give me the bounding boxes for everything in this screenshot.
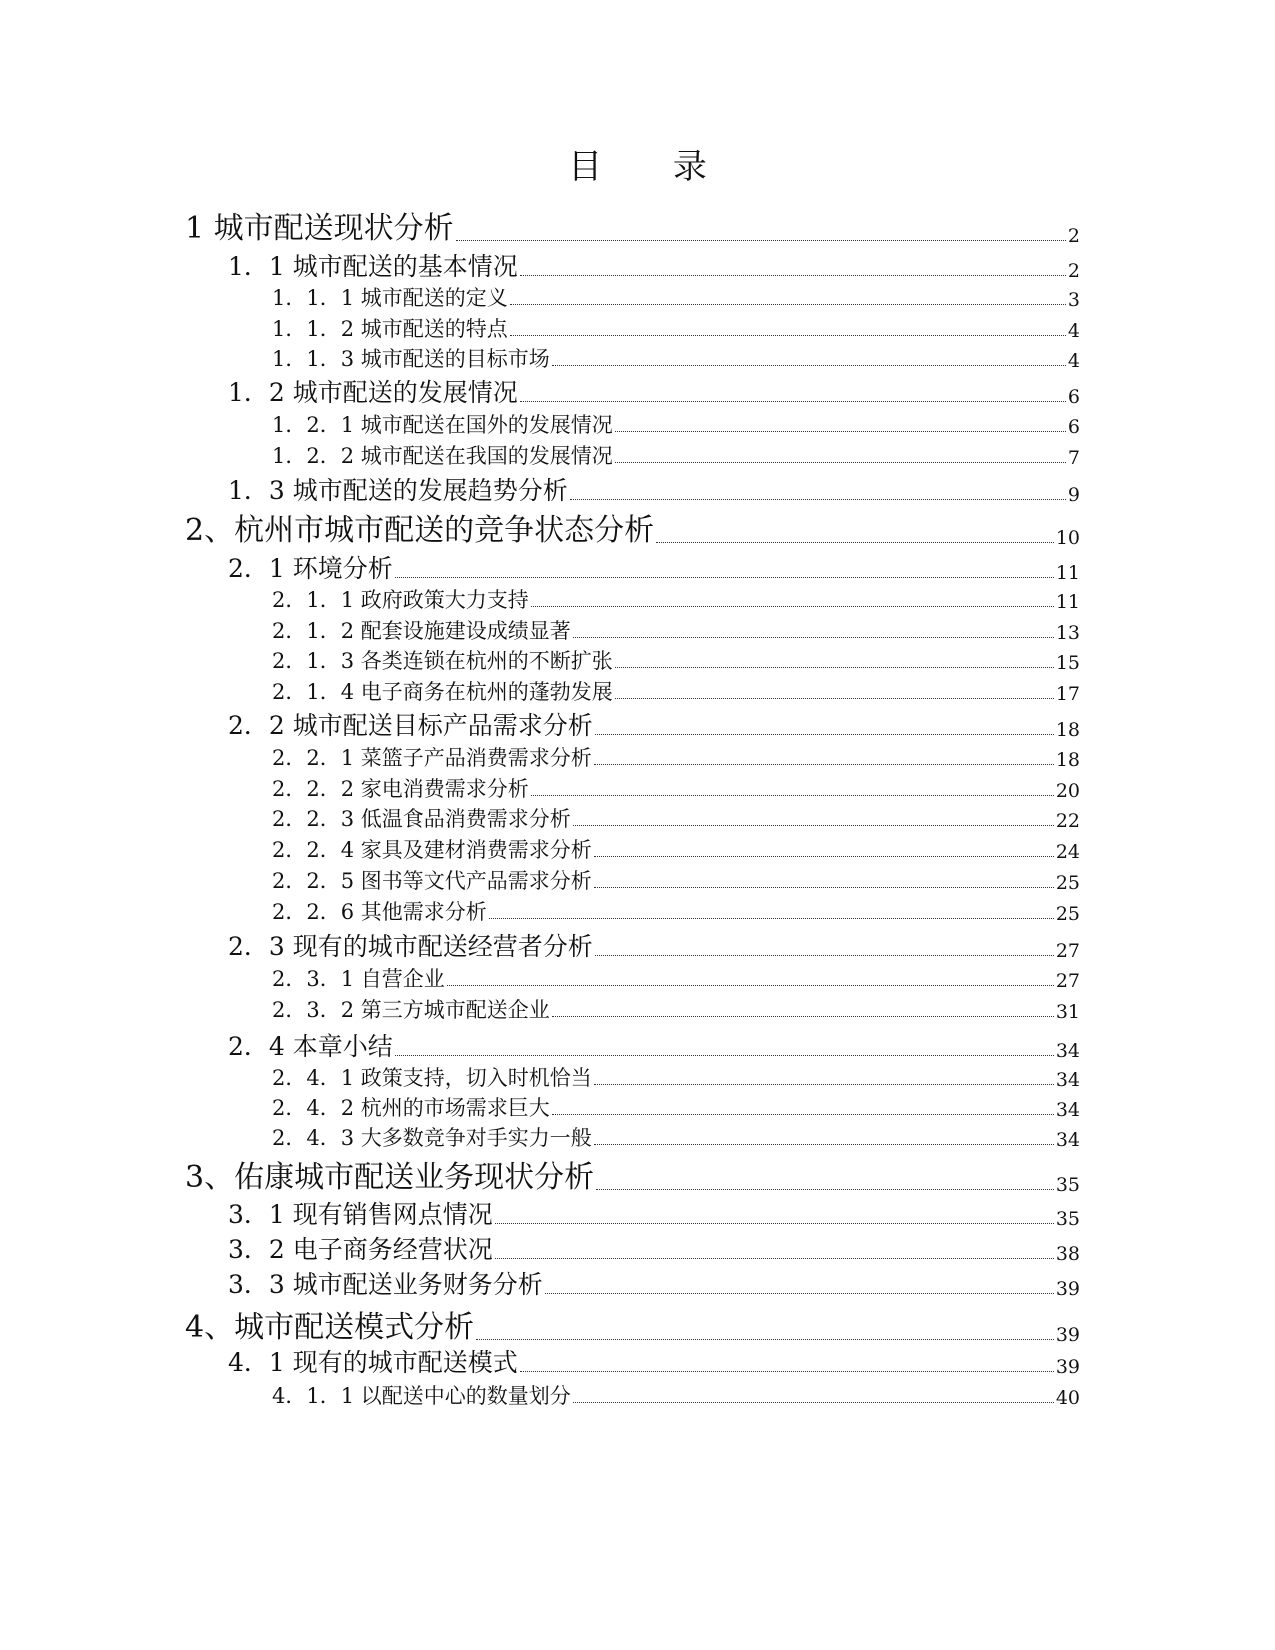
toc-dot-leader: [552, 1016, 1054, 1017]
toc-entry-page-number: 25: [1055, 872, 1080, 894]
toc-entry[interactable]: [272, 1383, 1080, 1409]
toc-dot-leader: [594, 887, 1054, 888]
toc-dot-leader: [594, 764, 1054, 765]
toc-dot-leader: [615, 698, 1054, 699]
toc-entry-page-number: 27: [1055, 970, 1080, 992]
toc-entry-label: 1．1．3 城市配送的目标市场: [272, 347, 550, 371]
toc-entry[interactable]: [228, 1270, 1080, 1300]
toc-entry[interactable]: [185, 513, 1080, 549]
toc-entry-label: 2．4 本章小结: [228, 1032, 393, 1061]
toc-dot-leader: [510, 335, 1066, 336]
toc-entry-page-number: 27: [1055, 940, 1080, 962]
toc-dot-leader: [615, 462, 1066, 463]
toc-entry[interactable]: [228, 1235, 1080, 1265]
toc-entry[interactable]: [272, 443, 1080, 469]
toc-entry-label: 2．2．3 低温食品消费需求分析: [272, 807, 571, 831]
toc-entry[interactable]: [185, 1310, 1080, 1346]
toc-dot-leader: [545, 1293, 1054, 1294]
toc-dot-leader: [595, 734, 1054, 735]
toc-dot-leader: [531, 606, 1054, 607]
toc-dot-leader: [456, 240, 1066, 241]
toc-entry-label: 2．2 城市配送目标产品需求分析: [228, 711, 593, 740]
toc-dot-leader: [573, 1402, 1054, 1403]
toc-entry-page-number: 2: [1067, 225, 1080, 247]
toc-entry-label: 2．3．2 第三方城市配送企业: [272, 998, 550, 1022]
toc-entry[interactable]: [272, 1095, 1080, 1121]
toc-entry[interactable]: [272, 997, 1080, 1023]
toc-entry-label: 2．4．2 杭州的市场需求巨大: [272, 1096, 550, 1120]
toc-entry-page-number: 34: [1055, 1040, 1080, 1062]
toc-entry[interactable]: [228, 476, 1080, 506]
toc-entry-label: 2、杭州市城市配送的竞争状态分析: [185, 513, 655, 548]
toc-dot-leader: [520, 401, 1066, 402]
toc-entry[interactable]: [272, 346, 1080, 372]
toc-entry[interactable]: [228, 378, 1080, 408]
toc-entry[interactable]: [228, 554, 1080, 584]
toc-dot-leader: [531, 795, 1054, 796]
toc-entry[interactable]: [185, 1160, 1080, 1196]
toc-dot-leader: [594, 1144, 1054, 1145]
toc-entry-page-number: 34: [1055, 1129, 1080, 1151]
toc-entry-label: 2．4．3 大多数竞争对手实力一般: [272, 1126, 592, 1150]
toc-entry-label: 2．1．4 电子商务在杭州的蓬勃发展: [272, 680, 613, 704]
toc-entry[interactable]: [272, 806, 1080, 832]
toc-dot-leader: [476, 1339, 1054, 1340]
toc-dot-leader: [510, 304, 1066, 305]
toc-dot-leader: [489, 918, 1054, 919]
toc-entry-page-number: 34: [1055, 1069, 1080, 1091]
toc-dot-leader: [570, 499, 1066, 500]
toc-entry-page-number: 39: [1055, 1324, 1080, 1346]
toc-dot-leader: [395, 577, 1054, 578]
toc-entry-page-number: 4: [1067, 320, 1080, 342]
toc-dot-leader: [656, 542, 1054, 543]
toc-entry-page-number: 39: [1055, 1356, 1080, 1378]
toc-entry-label: 2．3 现有的城市配送经营者分析: [228, 932, 593, 961]
toc-entry-page-number: 17: [1055, 683, 1080, 705]
toc-entry-label: 4．1．1 以配送中心的数量划分: [272, 1384, 571, 1408]
toc-entry-page-number: 18: [1055, 749, 1080, 771]
toc-entry-page-number: 34: [1055, 1099, 1080, 1121]
toc-entry[interactable]: [272, 745, 1080, 771]
toc-entry-page-number: 6: [1067, 386, 1080, 408]
toc-entry[interactable]: [228, 932, 1080, 962]
toc-entry[interactable]: [272, 837, 1080, 863]
toc-entry[interactable]: [228, 711, 1080, 741]
toc-entry-label: 3．2 电子商务经营状况: [228, 1235, 493, 1264]
toc-entry-page-number: 18: [1055, 719, 1080, 741]
toc-entry-label: 2．1．2 配套设施建设成绩显著: [272, 619, 571, 643]
toc-dot-leader: [596, 1189, 1054, 1190]
toc-dot-leader: [447, 985, 1054, 986]
toc-entry-page-number: 13: [1055, 622, 1080, 644]
toc-entry[interactable]: [272, 966, 1080, 992]
toc-entry-label: 2．4．1 政策支持，切入时机恰当: [272, 1066, 592, 1090]
toc-entry-page-number: 31: [1055, 1001, 1080, 1023]
toc-entry-page-number: 24: [1055, 841, 1080, 863]
toc-entry-page-number: 10: [1055, 527, 1080, 549]
toc-entry-label: 1．1 城市配送的基本情况: [228, 252, 518, 281]
toc-entry-label: 2．3．1 自营企业: [272, 967, 445, 991]
toc-entry[interactable]: [272, 285, 1080, 311]
toc-entry-label: 4、城市配送模式分析: [185, 1310, 475, 1345]
toc-title: 目 录: [568, 147, 737, 187]
toc-entry-label: 1．2．1 城市配送在国外的发展情况: [272, 413, 613, 437]
toc-entry[interactable]: [272, 412, 1080, 438]
toc-entry-label: 2．1．1 政府政策大力支持: [272, 588, 529, 612]
toc-entry-label: 3．1 现有销售网点情况: [228, 1200, 493, 1229]
toc-entry-page-number: 2: [1067, 260, 1080, 282]
toc-entry-page-number: 25: [1055, 903, 1080, 925]
toc-entry-page-number: 20: [1055, 780, 1080, 802]
toc-dot-leader: [595, 955, 1054, 956]
toc-entry[interactable]: [272, 618, 1080, 644]
toc-entry-label: 1．1．2 城市配送的特点: [272, 317, 508, 341]
toc-entry[interactable]: [272, 316, 1080, 342]
toc-dot-leader: [573, 825, 1054, 826]
toc-dot-leader: [520, 275, 1066, 276]
toc-entry-label: 2．2．6 其他需求分析: [272, 900, 487, 924]
toc-dot-leader: [573, 637, 1054, 638]
toc-entry-page-number: 15: [1055, 652, 1080, 674]
toc-dot-leader: [594, 856, 1054, 857]
toc-entry-label: 1．3 城市配送的发展趋势分析: [228, 476, 568, 505]
toc-entry-page-number: 22: [1055, 810, 1080, 832]
toc-entry-label: 1．1．1 城市配送的定义: [272, 286, 508, 310]
toc-entry-page-number: 3: [1067, 289, 1080, 311]
toc-dot-leader: [495, 1223, 1054, 1224]
toc-entry[interactable]: [228, 252, 1080, 282]
toc-entry[interactable]: [228, 1348, 1080, 1378]
toc-entry-page-number: 39: [1055, 1278, 1080, 1300]
toc-entry[interactable]: [185, 211, 1080, 247]
toc-entry[interactable]: [272, 776, 1080, 802]
toc-entry[interactable]: [272, 1125, 1080, 1151]
toc-entry-label: 1 城市配送现状分析: [185, 211, 454, 246]
toc-entry-label: 2．2．2 家电消费需求分析: [272, 777, 529, 801]
toc-entry-label: 2．1．3 各类连锁在杭州的不断扩张: [272, 649, 613, 673]
toc-entry-page-number: 9: [1067, 484, 1080, 506]
toc-dot-leader: [520, 1371, 1054, 1372]
toc-entry-page-number: 35: [1055, 1174, 1080, 1196]
toc-entry-page-number: 40: [1055, 1387, 1080, 1409]
toc-entry-page-number: 35: [1055, 1208, 1080, 1230]
toc-dot-leader: [594, 1084, 1054, 1085]
toc-entry-label: 2．1 环境分析: [228, 554, 393, 583]
toc-entry[interactable]: [228, 1200, 1080, 1230]
toc-entry-label: 3．3 城市配送业务财务分析: [228, 1270, 543, 1299]
toc-dot-leader: [615, 667, 1054, 668]
toc-entry[interactable]: [272, 679, 1080, 705]
toc-entry-label: 1．2．2 城市配送在我国的发展情况: [272, 444, 613, 468]
toc-dot-leader: [552, 1114, 1054, 1115]
toc-entry-page-number: 11: [1055, 591, 1080, 613]
toc-entry[interactable]: [272, 868, 1080, 894]
toc-entry-page-number: 7: [1067, 447, 1080, 469]
toc-entry-label: 2．2．4 家具及建材消费需求分析: [272, 838, 592, 862]
toc-entry-page-number: 11: [1055, 562, 1080, 584]
toc-entry-label: 3、佑康城市配送业务现状分析: [185, 1160, 595, 1195]
toc-entry-label: 2．2．1 菜篮子产品消费需求分析: [272, 746, 592, 770]
toc-entry[interactable]: [272, 899, 1080, 925]
toc-dot-leader: [395, 1055, 1054, 1056]
toc-entry-page-number: 4: [1067, 350, 1080, 372]
toc-dot-leader: [552, 365, 1066, 366]
toc-entry[interactable]: [272, 587, 1080, 613]
toc-entry[interactable]: [228, 1032, 1080, 1062]
toc-dot-leader: [495, 1258, 1054, 1259]
toc-entry[interactable]: [272, 1065, 1080, 1091]
toc-entry-page-number: 6: [1067, 416, 1080, 438]
toc-entry-page-number: 38: [1055, 1243, 1080, 1265]
toc-entry-label: 2．2．5 图书等文代产品需求分析: [272, 869, 592, 893]
toc-entry-label: 4．1 现有的城市配送模式: [228, 1348, 518, 1377]
toc-dot-leader: [615, 431, 1066, 432]
toc-entry[interactable]: [272, 648, 1080, 674]
toc-entry-label: 1．2 城市配送的发展情况: [228, 378, 518, 407]
